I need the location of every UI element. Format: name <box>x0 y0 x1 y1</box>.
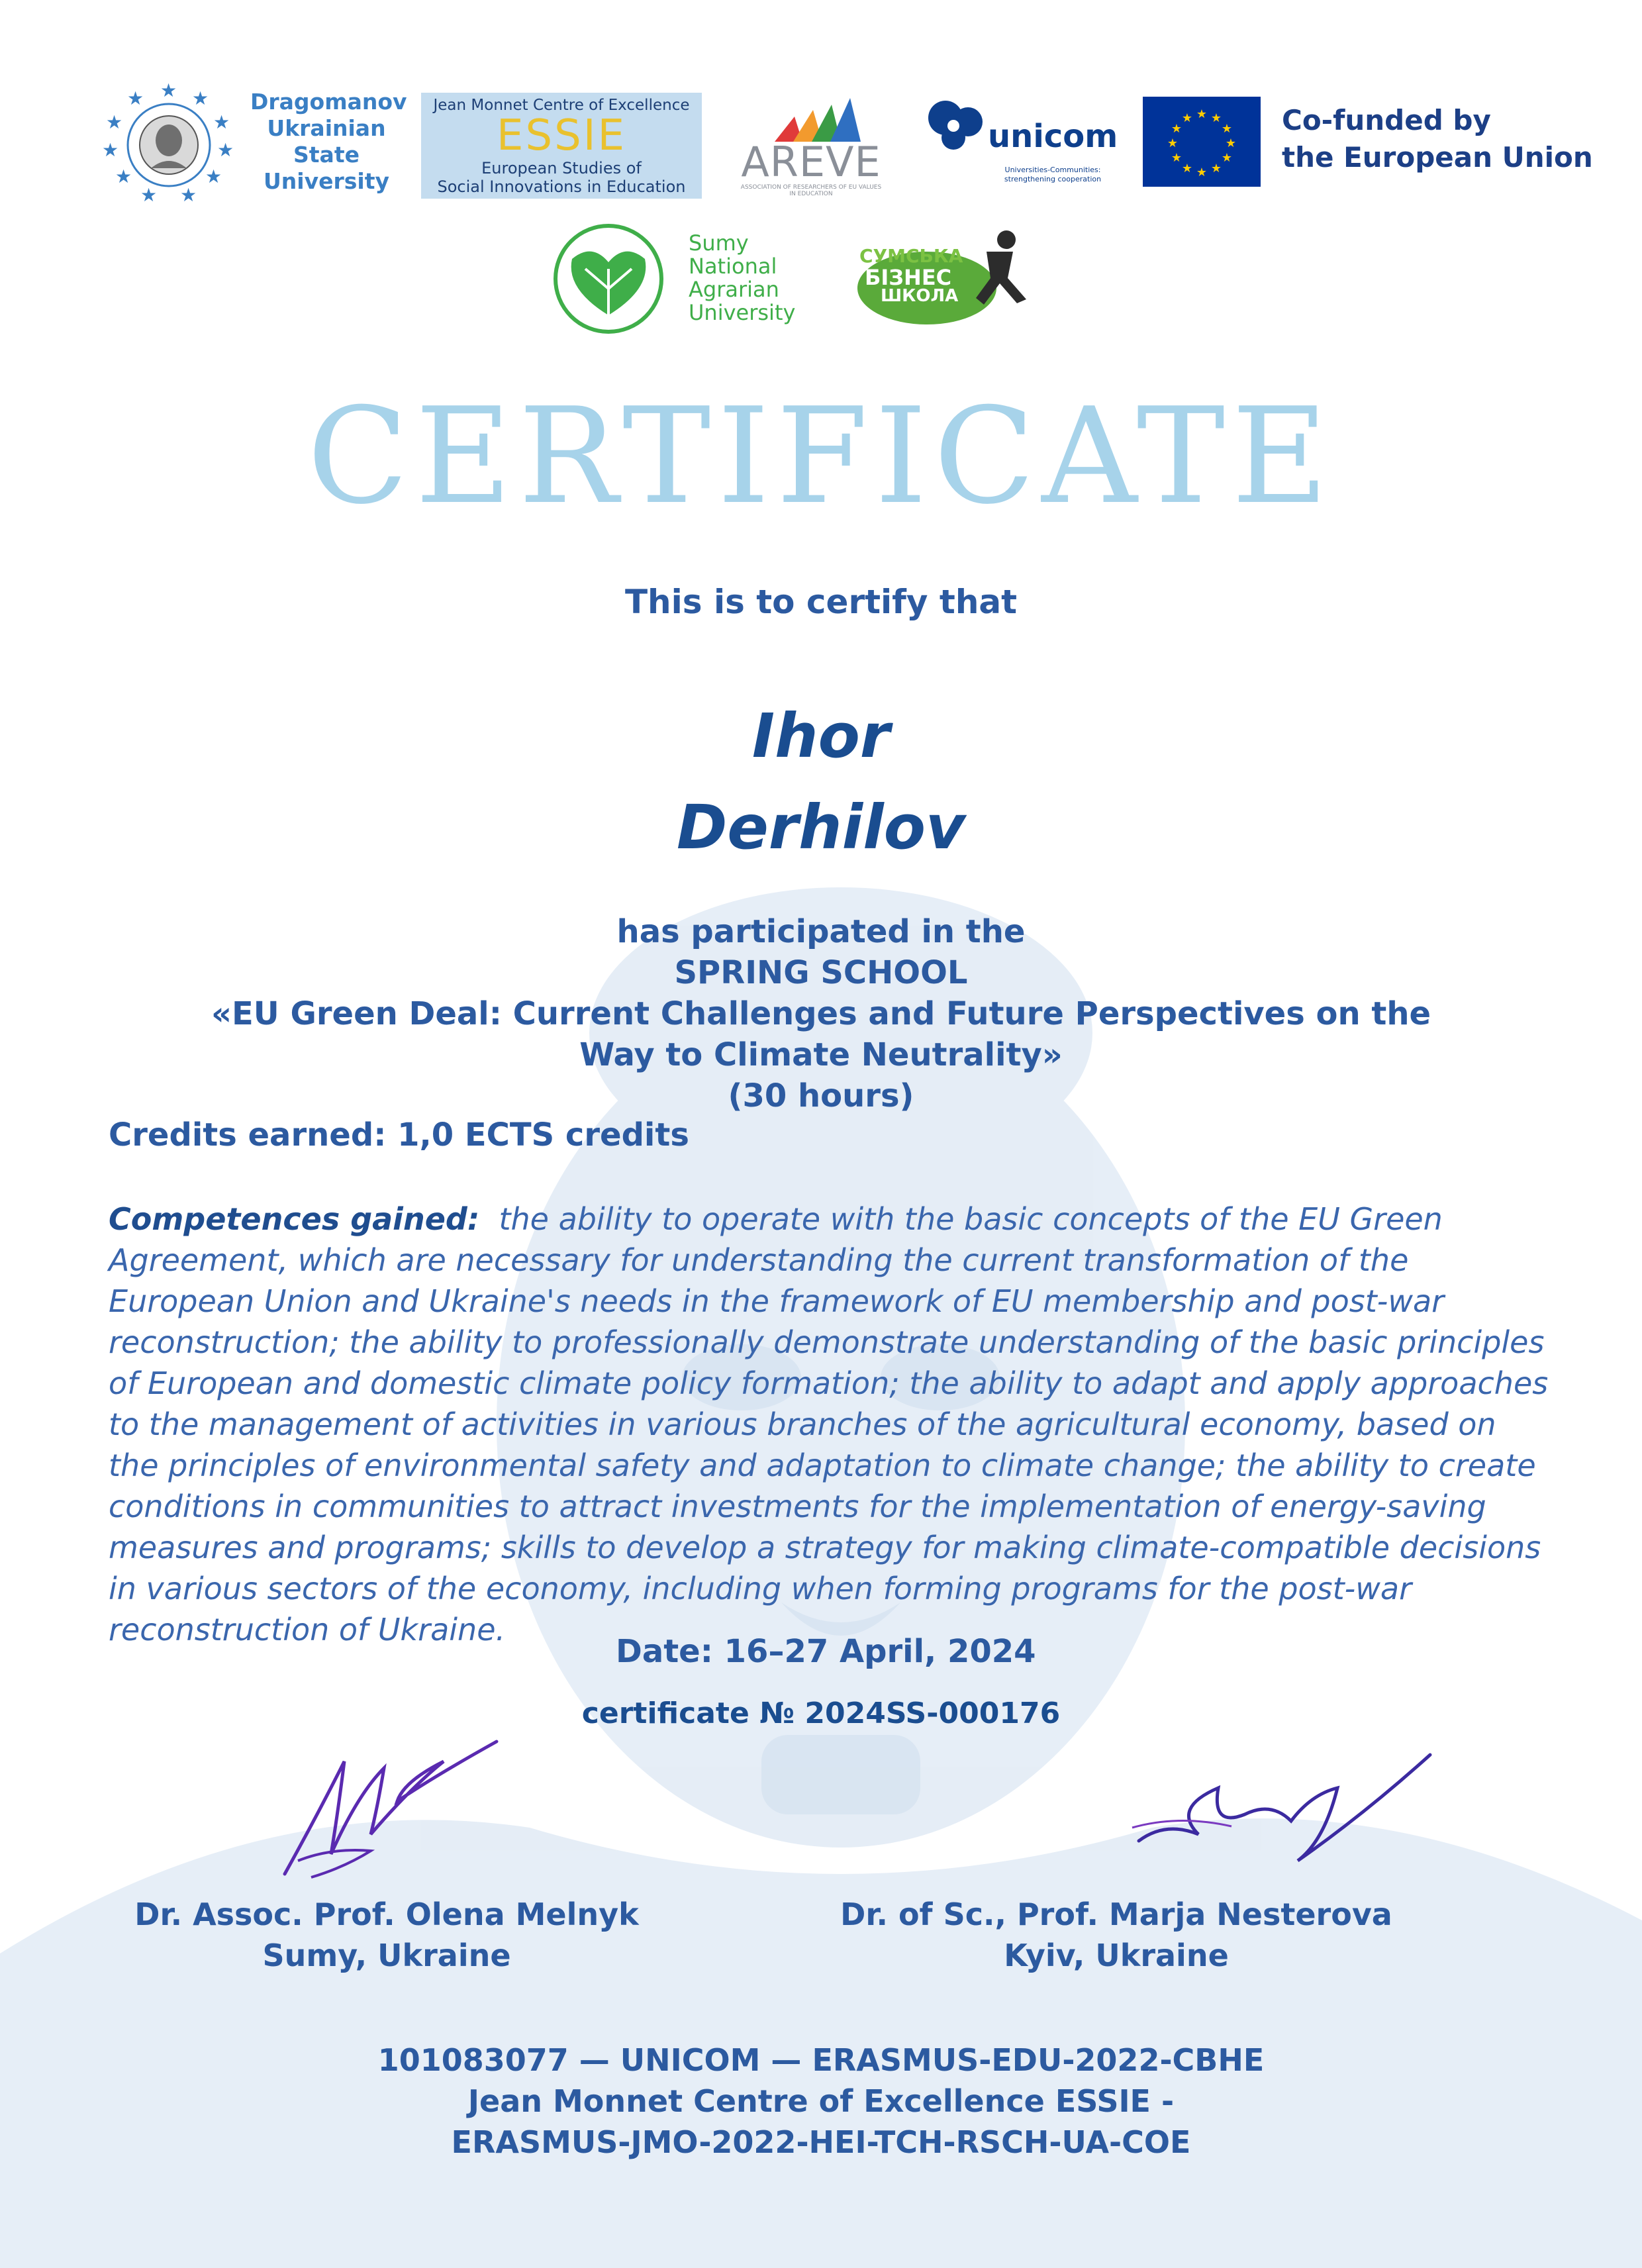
school-name: SPRING SCHOOL <box>674 954 968 991</box>
essie-wordmark: ESSIE <box>497 111 626 160</box>
svg-text:★: ★ <box>1196 166 1208 179</box>
dragomanov-emblem <box>99 82 238 208</box>
signature-right <box>1126 1748 1443 1874</box>
unicom-wordmark: unicom <box>988 118 1118 155</box>
eu-cofunded-text: Co-funded by the European Union <box>1282 104 1593 173</box>
footer-project-line1: 101083077 — UNICOM — ERASMUS-EDU-2022-CBHE <box>377 2042 1265 2078</box>
signatory-right <box>838 1894 1394 1976</box>
svg-text:★: ★ <box>1210 162 1222 175</box>
svg-text:★: ★ <box>1171 122 1183 136</box>
svg-text:★: ★ <box>1167 136 1179 150</box>
svg-text:★: ★ <box>106 111 123 133</box>
business-school-line3: ШКОЛА <box>881 286 959 306</box>
signature-left <box>271 1735 510 1887</box>
svg-text:★: ★ <box>160 82 177 101</box>
essie-bottom-text: European Studies of Social Innovations in Education <box>437 159 686 196</box>
svg-text:★: ★ <box>205 166 222 187</box>
signatory-right-name: Dr. of Sc., Prof. Marja Nesterova <box>840 1897 1392 1932</box>
competences-label: Competences gained: <box>109 1201 480 1237</box>
svg-text:★: ★ <box>102 139 119 161</box>
recipient-first-name: Ihor <box>751 701 891 771</box>
essie-top-text: Jean Monnet Centre of Excellence <box>433 97 690 114</box>
areve-wordmark: AREVE <box>741 138 881 186</box>
competences-paragraph <box>109 1199 1552 1650</box>
course-hours: (30 hours) <box>728 1077 914 1114</box>
footer-project-line3: ERASMUS-JMO-2022-HEI-TCH-RSCH-UA-COE <box>451 2124 1191 2160</box>
eu-flag-icon <box>1143 97 1261 187</box>
sumy-nau-name: Sumy National Agrarian University <box>689 230 796 325</box>
svg-text:★: ★ <box>140 184 158 206</box>
svg-text:★: ★ <box>180 184 197 206</box>
svg-text:★: ★ <box>1221 151 1233 165</box>
svg-text:★: ★ <box>127 87 144 109</box>
signatory-left-name: Dr. Assoc. Prof. Olena Melnyk <box>134 1897 639 1932</box>
certificate-title: CERTIFICATE <box>307 379 1335 534</box>
course-title-line2: Way to Climate Neutrality» <box>579 1036 1063 1073</box>
business-school-line2: БІЗНЕС <box>865 265 952 290</box>
course-title-line1: «EU Green Deal: Current Challenges and Future Perspectives on the <box>211 995 1431 1032</box>
business-school-line1: СУМСЬКА <box>859 245 963 267</box>
svg-text:★: ★ <box>115 166 132 187</box>
certify-line: This is to certify that <box>624 583 1018 621</box>
svg-text:★: ★ <box>1210 111 1222 125</box>
areve-subtitle: ASSOCIATION OF RESEARCHERS OF EU VALUES IN EDUCATION <box>740 184 882 197</box>
svg-text:★: ★ <box>1181 162 1193 175</box>
course-date: Date: 16–27 April, 2024 <box>616 1633 1036 1670</box>
svg-text:★: ★ <box>213 111 230 133</box>
recipient-last-name: Derhilov <box>677 792 965 863</box>
signatory-right-place: Kyiv, Ukraine <box>1004 1938 1229 1973</box>
areve-icon <box>768 97 867 143</box>
unicom-icon <box>927 99 987 152</box>
unicom-subtitle: Universities-Communities: strengthening cooperation <box>1004 166 1102 183</box>
ginkgo-leaf-icon <box>539 222 678 335</box>
svg-text:★: ★ <box>217 139 234 161</box>
svg-text:★: ★ <box>1225 136 1237 150</box>
svg-text:★: ★ <box>192 87 209 109</box>
participated-line: has participated in the <box>616 913 1026 950</box>
svg-text:★: ★ <box>1221 122 1233 136</box>
signatory-left-place: Sumy, Ukraine <box>262 1938 511 1973</box>
credits-earned: Credits earned: 1,0 ECTS credits <box>109 1116 689 1154</box>
svg-text:★: ★ <box>1181 111 1193 125</box>
dragomanov-name: Dragomanov Ukrainian State University <box>250 89 407 194</box>
signatory-left <box>109 1894 665 1976</box>
footer-project-line2: Jean Monnet Centre of Excellence ESSIE - <box>467 2083 1175 2119</box>
certificate-number: certificate № 2024SS-000176 <box>581 1697 1061 1730</box>
svg-text:★: ★ <box>1196 107 1208 121</box>
svg-text:★: ★ <box>1171 151 1183 165</box>
competences-text: the ability to operate with the basic concepts of the EU Green Agreement, which are necessary for understanding the current transformation of the European Union and Ukraine's needs in the framework of EU membership and post-war reconstruction; the ability to professionally demonstrate understanding of the basic principles of European and domestic climate policy formation; the ability to adapt and apply approaches to the management of activities in various branches of the agricultural economy, based on the principles of environmental safety and adaptation to climate change; the ability to create conditions in communities to attract investments for the implementation of energy-saving measures and programs; skills to develop a strategy for making climate-compatible decisions in various sectors of the economy, including when forming programs for the post-war reconstruction of Ukraine. <box>109 1201 1549 1648</box>
